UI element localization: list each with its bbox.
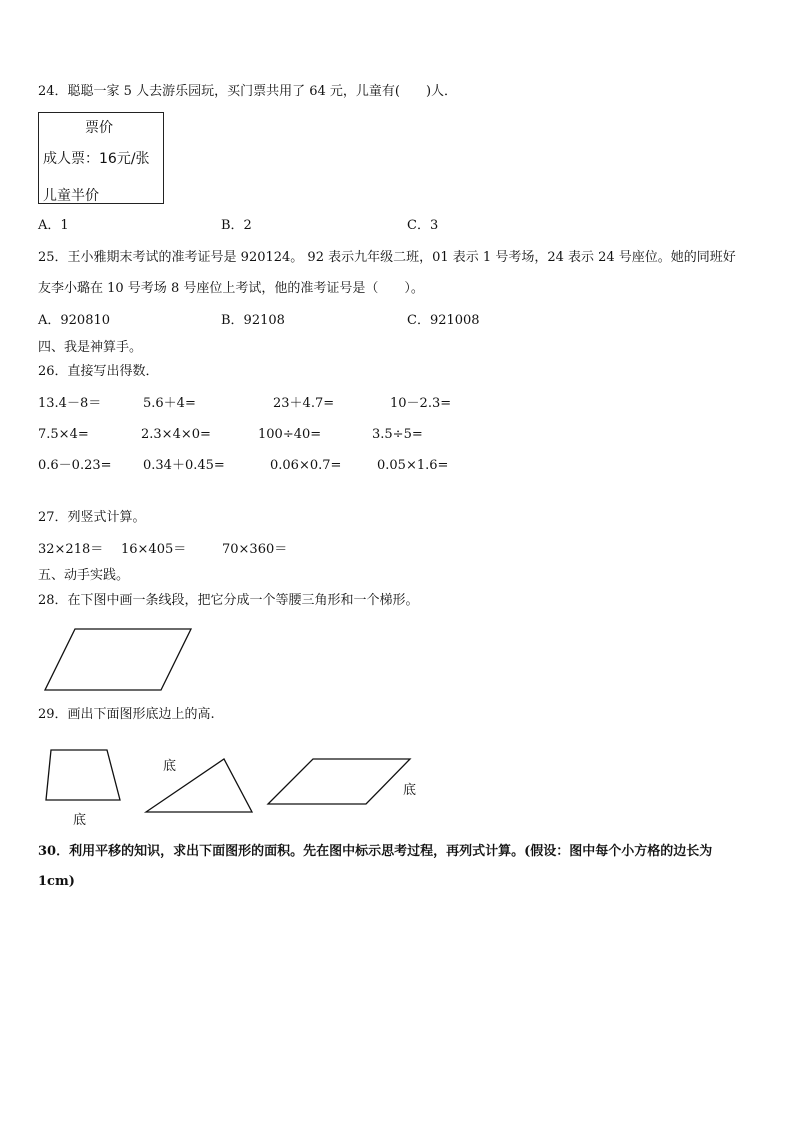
q24-text: 24．聪聪一家 5 人去游乐园玩，买门票共用了 64 元，儿童有( )人． — [38, 84, 458, 99]
q25-option-a: A．920810 — [38, 313, 111, 328]
q25-text-line2: 友李小璐在 10 号考场 8 号座位上考试，他的准考证号是（ ）。 — [38, 281, 424, 296]
q24-option-b: B．2 — [221, 218, 252, 233]
q26-r2-c4: 3.5÷5= — [372, 427, 423, 442]
q27-item-1: 32×218＝ — [38, 542, 104, 557]
q27-item-3: 70×360＝ — [222, 542, 288, 557]
parallelogram-base-label: 底 — [403, 783, 417, 798]
adult-ticket-price: 成人票：16元/张 — [43, 151, 150, 167]
ticket-price-title: 票价 — [85, 120, 113, 136]
section-4-heading: 四、我是神算手。 — [38, 340, 143, 355]
q26-r2-c3: 100÷40= — [258, 427, 322, 442]
q26-text: 26．直接写出得数． — [38, 364, 159, 379]
q29-text: 29．画出下面图形底边上的高. — [38, 707, 215, 722]
q29-parallelogram — [268, 759, 410, 804]
trapezoid-base-label: 底 — [73, 813, 87, 828]
q27-text: 27．列竖式计算。 — [38, 510, 146, 525]
q26-r2-c1: 7.5×4= — [38, 427, 89, 442]
q26-r3-c1: 0.6－0.23= — [38, 458, 112, 473]
q26-r2-c2: 2.3×4×0= — [141, 427, 211, 442]
q25-option-c: C．921008 — [407, 313, 480, 328]
q30-text-line1: 30．利用平移的知识，求出下面图形的面积。先在图中标示思考过程，再列式计算。(假设：图中每个小方格的边长为 — [38, 844, 713, 859]
q29-triangle — [146, 759, 252, 812]
q30-text-line2: 1cm) — [38, 874, 75, 889]
section-5-heading: 五、动手实践。 — [38, 568, 130, 583]
q26-r3-c2: 0.34＋0.45= — [143, 458, 225, 473]
q26-r1-c4: 10－2.3= — [390, 396, 452, 411]
q27-item-2: 16×405＝ — [121, 542, 187, 557]
q28-parallelogram — [45, 629, 191, 690]
q26-r1-c3: 23＋4.7= — [273, 396, 335, 411]
q29-trapezoid — [46, 750, 120, 800]
q24-option-a: A．1 — [38, 218, 69, 233]
q26-r1-c1: 13.4－8＝ — [38, 396, 102, 411]
q24-option-c: C．3 — [407, 218, 439, 233]
child-ticket-price: 儿童半价 — [43, 188, 99, 204]
triangle-base-label: 底 — [163, 759, 177, 774]
q26-r1-c2: 5.6＋4= — [143, 396, 196, 411]
q26-r3-c3: 0.06×0.7= — [270, 458, 342, 473]
q26-r3-c4: 0.05×1.6= — [377, 458, 449, 473]
q28-text: 28．在下图中画一条线段，把它分成一个等腰三角形和一个梯形。 — [38, 593, 419, 608]
q25-text-line1: 25．王小雅期末考试的准考证号是 920124。 92 表示九年级二班，01 表示 1 号考场，24 表示 24 号座位。她的同班好 — [38, 250, 736, 265]
q25-option-b: B．92108 — [221, 313, 285, 328]
